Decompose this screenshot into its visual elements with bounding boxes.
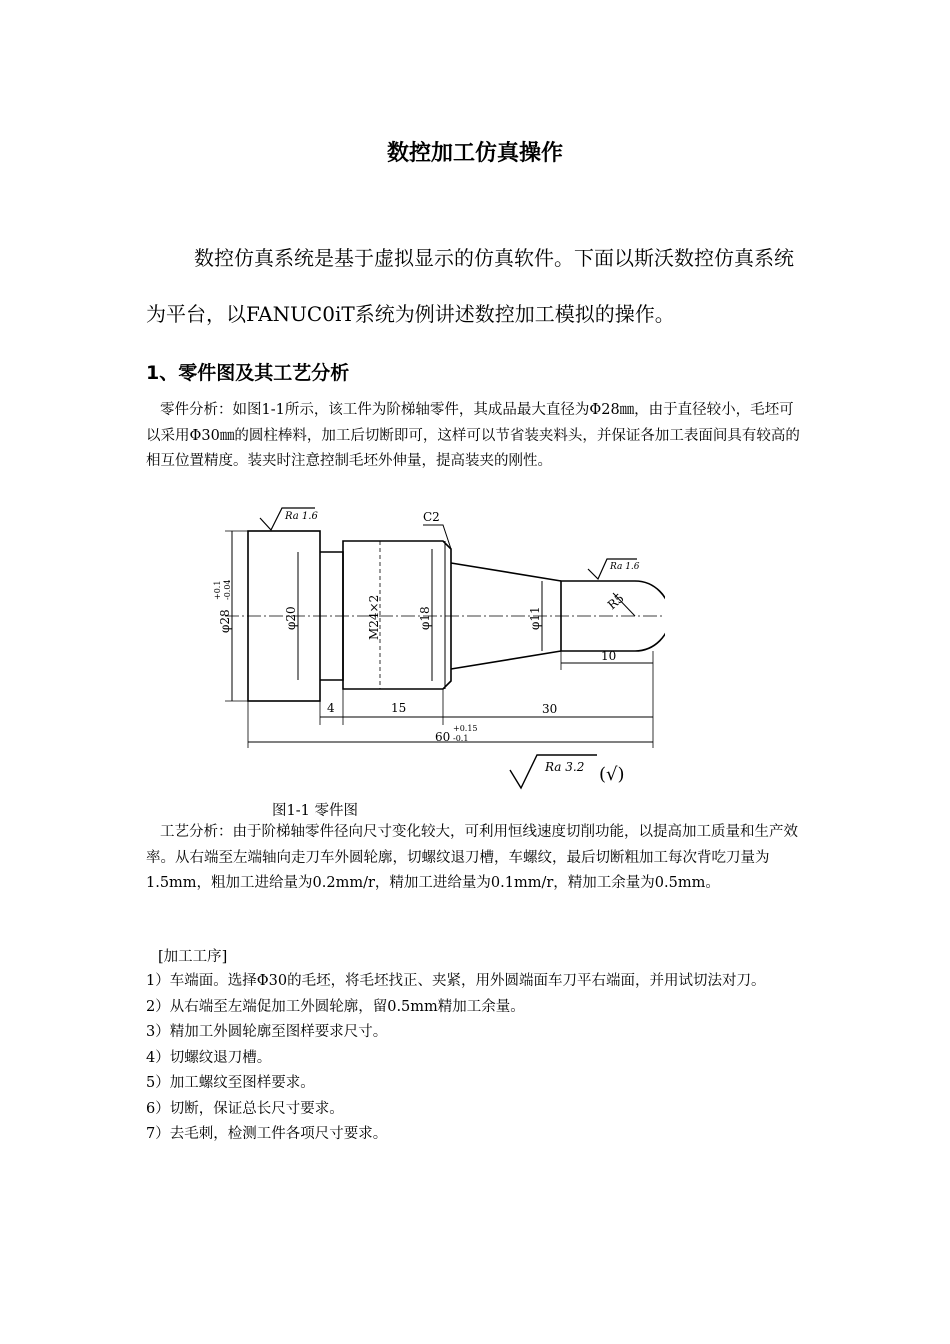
list-item: 2）从右端至左端促加工外圆轮廓，留0.5mm精加工余量。 [146, 998, 525, 1015]
taper [451, 563, 561, 581]
steps-label: [加工工序] [158, 949, 228, 965]
process-analysis-paragraph: 工艺分析：由于阶梯轴零件径向尺寸变化较大，可利用恒线速度切削功能，以提高加工质量和生产效率。从右端至左端轴向走刀车外圆轮廓，切螺纹退刀槽，车螺纹，最后切断粗加工每次背吃刀量为1.5mm，粗加工进给量为0.2mm/r，精加工进给量为0.1mm/r，精加工余量为0.5mm。 [146, 824, 798, 891]
dim60-label: 60 [435, 730, 451, 744]
page-title: 数控加工仿真操作 [386, 141, 563, 166]
list-item: 5）加工螺纹至图样要求。 [146, 1075, 315, 1091]
intro-paragraph: 数控仿真系统是基于虚拟显示的仿真软件。下面以斯沃数控仿真系统为平台，以FANUC0iT系统为例讲述数控加工模拟的操作。 [146, 246, 794, 326]
list-item: 6）切断，保证总长尺寸要求。 [146, 1100, 344, 1117]
section-heading: 1、零件图及其工艺分析 [146, 362, 350, 384]
chamfer-label: C2 [423, 510, 440, 524]
part-analysis-paragraph: 零件分析：如图1-1所示，该工件为阶梯轴零件，其成品最大直径为Φ28㎜，由于直径较小，毛坯可以采用Φ30㎜的圆柱棒料，加工后切断即可，这样可以节省装夹料头，并保证各加工表面间具有较高的相互位置精度。装夹时注意控制毛坯外伸量，提高装夹的刚性。 [146, 402, 800, 469]
dim15-label: 15 [391, 701, 407, 715]
d20-label: φ20 [284, 606, 298, 630]
d11-label: φ11 [528, 606, 542, 630]
thread-m24 [343, 541, 451, 689]
list-item: 4）切螺纹退刀槽。 [146, 1049, 272, 1066]
list-item: 3）精加工外圆轮廓至图样要求尺寸。 [146, 1024, 388, 1040]
dim10-label: 10 [601, 649, 617, 663]
dim60-tol-upper: +0.15 [453, 724, 478, 733]
figure-caption: 图1-1 零件图 [272, 803, 358, 819]
dim60-tol-lower: -0.1 [453, 734, 469, 743]
d28-tol-lower: -0.04 [223, 579, 232, 600]
ra-general-suffix: (√) [599, 764, 625, 785]
list-item: 7）去毛刺，检测工件各项尺寸要求。 [146, 1126, 388, 1142]
ra-general-label: Ra 3.2 [545, 760, 585, 774]
dim4-label: 4 [327, 701, 335, 715]
ra-top-label: Ra 1.6 [285, 511, 318, 522]
list-item: 1）车端面。选择Φ30的毛坯，将毛坯找正、夹紧，用外圆端面车刀平右端面，并用试切法对刀。 [146, 973, 766, 989]
d28-label: φ28 [218, 609, 232, 633]
d18-label: φ18 [418, 606, 432, 630]
d28-tol-upper: +0.1 [213, 580, 222, 600]
m24-label: M24×2 [367, 594, 381, 640]
ra-right-label: Ra 1.6 [610, 562, 640, 572]
part-drawing [205, 505, 665, 795]
process-steps-list [146, 969, 808, 1148]
r5-label: R5 [604, 590, 627, 613]
dim30-label: 30 [542, 702, 558, 716]
